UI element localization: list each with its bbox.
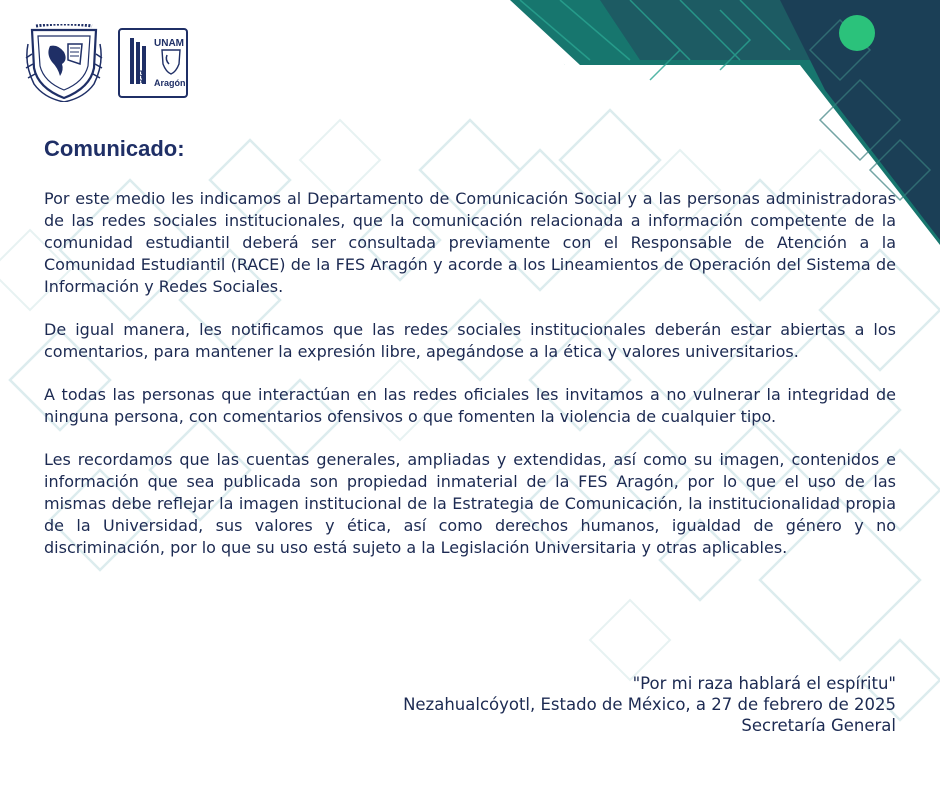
paragraph-1: Por este medio les indicamos al Departamento de Comunicación Social y a las personas administradoras de las redes sociales institucionales, que la comunicación relacionada a información competente de la comunidad estudiantil deberá ser consultada previamente con el Responsable de Atención a la Comunidad Estudiantil (RACE) de la FES Aragón y acorde a los Lineamientos de Operación del Sistema de Información y Redes Sociales. — [44, 189, 896, 296]
motto: "Por mi raza hablará el espíritu" — [632, 674, 896, 693]
fes-label: FES — [135, 70, 142, 84]
header-logos — [24, 24, 188, 102]
signatory: Secretaría General — [741, 716, 896, 735]
unam-label: UNAM — [154, 38, 184, 49]
paragraph-4: Les recordamos que las cuentas generales, ampliadas y extendidas, así como su imagen, contenidos e información que sea publicada son propiedad inmaterial de la FES Aragón, por lo que el uso de las mismas debe reflejar la imagen institucional de la Estrategia de Comunicación, la institucionalidad propia de la Universidad, sus valores y ética, así como derechos humanos, igualdad de género y no discriminación, por lo que su uso está sujeto a la Legislación Universitaria y otras aplicables. — [44, 450, 896, 557]
paragraph-3: A todas las personas que interactúan en las redes oficiales les invitamos a no vulnerar la integridad de ninguna persona, con comentarios ofensivos o que fomenten la violencia de cualquier tipo. — [44, 385, 896, 426]
aragon-label: Aragón — [154, 78, 186, 88]
communique-body — [44, 136, 896, 580]
communique-title: Comunicado: — [44, 136, 185, 161]
place-date: Nezahualcóyotl, Estado de México, a 27 de febrero de 2025 — [403, 695, 896, 714]
fes-aragon-logo — [118, 28, 188, 98]
signature-block — [403, 673, 896, 736]
paragraph-2: De igual manera, les notificamos que las redes sociales institucionales deberán estar abiertas a los comentarios, para mantener la expresión libre, apegándose a la ética y valores universitarios. — [44, 320, 896, 361]
unam-shield-logo — [24, 24, 104, 102]
